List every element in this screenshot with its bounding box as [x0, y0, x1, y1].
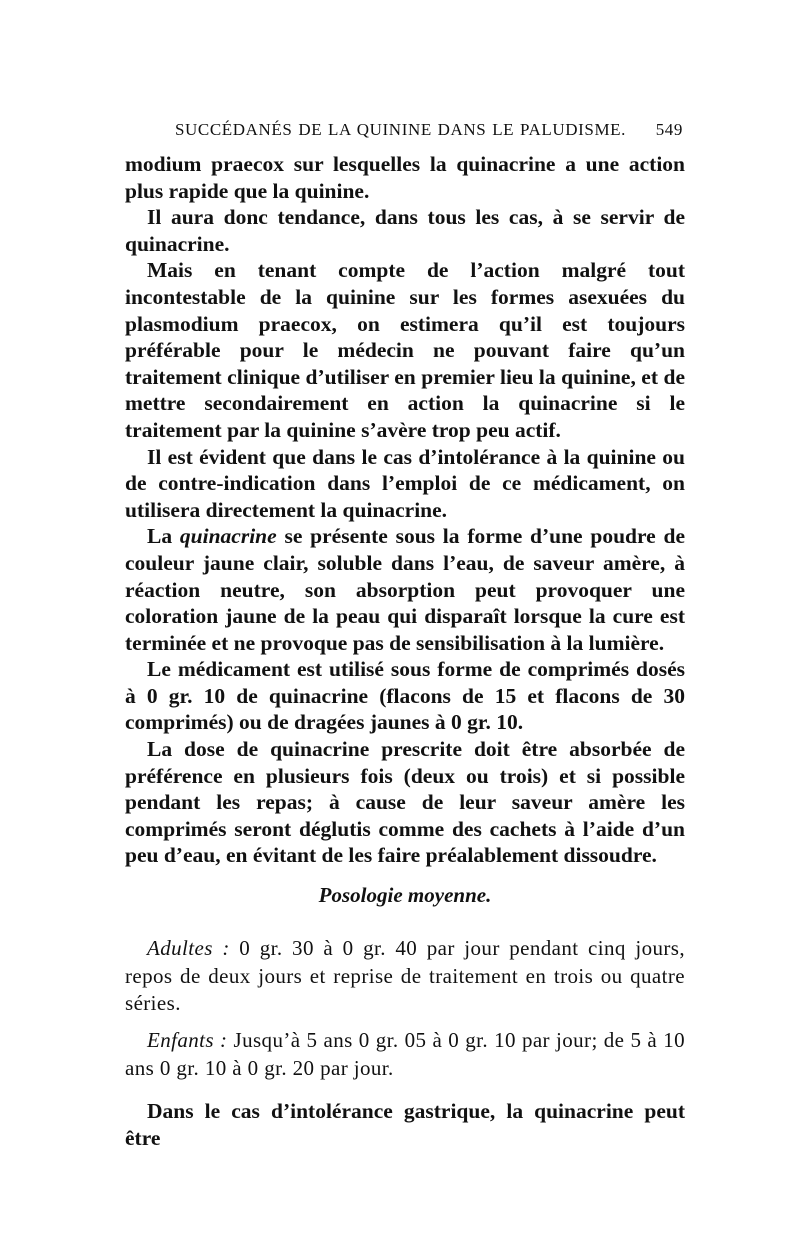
- paragraph-3: Mais en tenant compte de l’action malgré tout incontestable de la quinine sur les formes asexuées du plasmodium praecox, on estimera qu’il est toujours préférable pour le médecin ne pouvant faire qu’un traitement clinique d’utiliser en premier lieu la quinine, et de mettre secondairement en action la quinacrine si le traitement par la quinine s’avère trop peu actif.: [125, 258, 685, 442]
- adults-dosage: [125, 935, 685, 1018]
- paragraph-5-rest: se présente sous la forme d’une poudre de couleur jaune clair, soluble dans l’eau, de saveur amère, à réaction neutre, son absorption peut provoquer une coloration jaune de la peau qui disparaît lorsque la cure est terminée et ne provoque pas de sensibilisation à la lumière.: [125, 524, 686, 655]
- book-page: [125, 0, 685, 1245]
- children-label: Enfants :: [147, 1028, 228, 1052]
- paragraph-7: La dose de quinacrine prescrite doit être absorbée de préférence en plusieurs fois (deux ou trois) et si possible pendant les repas; à cause de leur saveur amère les comprimés seront déglutis comme des cachets à l’aide d’un peu d’eau, en évitant de les faire préalablement dissoudre.: [125, 737, 685, 868]
- running-head: [175, 120, 685, 142]
- paragraph-5-lead: La: [147, 524, 173, 549]
- continuation-text: [125, 1098, 685, 1151]
- quinacrine-term: quinacrine: [179, 524, 277, 549]
- adults-label: Adultes :: [147, 936, 230, 960]
- paragraph-4: Il est évident que dans le cas d’intolérance à la quinine ou de contre-indication dans l’emploi de ce médicament, on utilisera directement la quinacrine.: [125, 444, 685, 522]
- page-number: 549: [655, 120, 683, 139]
- children-text: Jusqu’à 5 ans 0 gr. 05 à 0 gr. 10 par jour; de 5 à 10 ans 0 gr. 10 à 0 gr. 20 par jour.: [125, 1028, 685, 1080]
- children-dosage: [125, 1027, 685, 1082]
- paragraph-6: Le médicament est utilisé sous forme de comprimés dosés à 0 gr. 10 de quinacrine (flacons de 15 et flacons de 30 comprimés) ou de dragées jaunes à 0 gr. 10.: [125, 657, 685, 735]
- paragraph-1: modium praecox sur lesquelles la quinacrine a une action plus rapide que la quinine.: [125, 152, 685, 203]
- adults-text: 0 gr. 30 à 0 gr. 40 par jour pendant cinq jours, repos de deux jours et reprise de traitement en trois ou quatre séries.: [125, 936, 686, 1015]
- paragraph-final: Dans le cas d’intolérance gastrique, la quinacrine peut être: [125, 1099, 685, 1150]
- running-title: SUCCÉDANÉS DE LA QUININE DANS LE PALUDISME.: [175, 120, 626, 139]
- paragraph-5: [125, 523, 685, 656]
- main-text: [125, 151, 685, 869]
- section-heading: Posologie moyenne.: [318, 883, 492, 907]
- paragraph-2: Il aura donc tendance, dans tous les cas, à se servir de quinacrine.: [125, 205, 685, 256]
